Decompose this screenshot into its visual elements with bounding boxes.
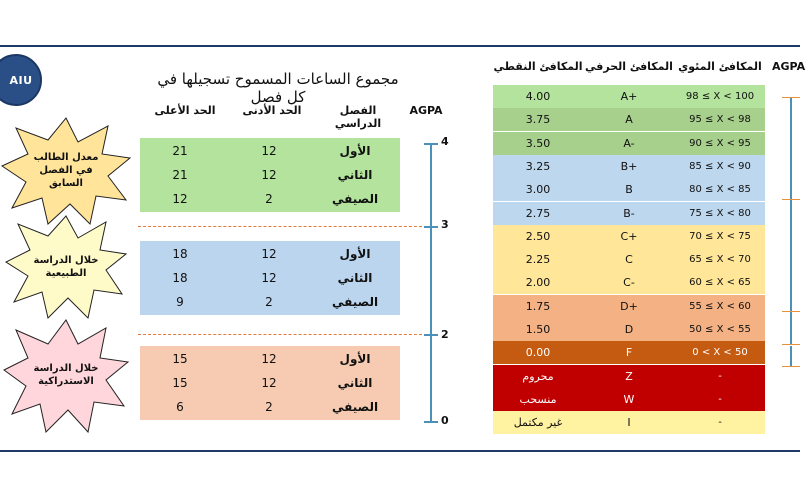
grade-letter: B xyxy=(625,183,633,197)
grade-letter: W xyxy=(623,392,635,406)
grade-row xyxy=(493,85,765,108)
grade-letter: A xyxy=(625,113,633,127)
agpa-scale-tick xyxy=(424,226,438,228)
grade-percent: 60 ≤ X < 65 xyxy=(689,277,751,289)
grade-points: 3.50 xyxy=(525,136,551,150)
semester-name: الأول xyxy=(339,247,371,261)
grade-row xyxy=(493,225,765,248)
semester-name: الصيفي xyxy=(331,295,379,309)
min-hours: 12 xyxy=(261,168,277,182)
university-logo xyxy=(0,54,42,106)
grade-letter: C+ xyxy=(620,229,638,243)
header-agpa-right: AGPA xyxy=(772,60,806,73)
header-points: المكافئ النقطي xyxy=(493,60,583,73)
hours-row xyxy=(140,139,400,163)
callout-line: خلال الدراسة xyxy=(33,255,99,266)
grade-points: 0.00 xyxy=(525,346,551,360)
callout-line: في الفصل xyxy=(39,165,93,176)
grade-letter: D+ xyxy=(620,299,638,313)
grade-percent: 50 ≤ X < 55 xyxy=(689,324,751,335)
header-percent: المكافئ المئوي xyxy=(678,60,762,73)
grade-row xyxy=(493,341,765,364)
callout-line: السابق xyxy=(49,178,83,189)
hours-row xyxy=(140,347,400,371)
grade-percent: 80 ≤ X < 85 xyxy=(689,184,751,196)
grade-percent: 75 ≤ X < 80 xyxy=(689,207,751,219)
semester-name: الثاني xyxy=(337,168,373,182)
semester-name: الصيفي xyxy=(331,192,379,206)
grade-points: 2.00 xyxy=(525,276,551,290)
header-semester: الفصل الدراسي xyxy=(334,104,382,130)
grade-points: 4.00 xyxy=(525,90,551,103)
agpa-label-4: 4 xyxy=(441,135,449,148)
grade-points: غير مكتمل xyxy=(513,416,563,430)
grade-row xyxy=(493,388,765,411)
hours-row xyxy=(140,266,400,290)
callout-line: معدل الطالب xyxy=(33,152,99,163)
logo-text: AIU xyxy=(9,73,33,87)
callout-line: خلال الدراسة xyxy=(33,363,99,374)
right-scale-tick xyxy=(782,344,800,345)
grade-points: منسحب xyxy=(519,392,557,406)
grade-points: 2.50 xyxy=(525,229,551,243)
min-hours: 12 xyxy=(261,352,277,366)
max-hours: 18 xyxy=(172,271,188,285)
divider-gpa-2 xyxy=(138,334,432,335)
grade-points: 2.75 xyxy=(525,206,551,220)
grade-row xyxy=(493,108,765,131)
max-hours: 9 xyxy=(176,295,184,309)
grade-percent: - xyxy=(718,393,722,405)
grade-points: 3.25 xyxy=(525,159,551,173)
grade-percent: 95 ≤ X < 98 xyxy=(689,114,751,126)
min-hours: 12 xyxy=(261,144,277,158)
grade-points: 1.75 xyxy=(525,299,551,313)
grade-row xyxy=(493,271,765,294)
top-border-line xyxy=(0,45,800,47)
callout-normal-study xyxy=(4,214,128,320)
bottom-border-line xyxy=(0,450,800,452)
grade-percent: 55 ≤ X < 60 xyxy=(689,300,751,312)
grade-letter: A- xyxy=(623,136,635,150)
header-agpa: AGPA xyxy=(409,104,443,117)
agpa-scale-tick xyxy=(424,421,438,423)
semester-name: الأول xyxy=(339,352,371,366)
hours-row xyxy=(140,290,400,314)
semester-name: الثاني xyxy=(337,376,373,390)
grade-points: 3.75 xyxy=(525,113,551,127)
grade-percent: 70 ≤ X < 75 xyxy=(689,230,751,242)
max-hours: 6 xyxy=(176,400,184,414)
right-scale-tick xyxy=(782,366,800,367)
grade-row xyxy=(493,318,765,341)
right-scale-axis-lower xyxy=(790,346,792,366)
grade-letter: F xyxy=(625,346,633,360)
hours-row xyxy=(140,242,400,266)
grade-percent: 0 < X < 50 xyxy=(692,347,748,359)
grade-percent: - xyxy=(718,370,722,382)
hours-row xyxy=(140,187,400,211)
grade-letter: A+ xyxy=(620,90,638,103)
grade-letter: Z xyxy=(625,369,633,383)
grade-percent: 85 ≤ X < 90 xyxy=(689,160,751,172)
grade-points: 2.25 xyxy=(525,253,551,267)
grade-row xyxy=(493,155,765,178)
semester-name: الثاني xyxy=(337,271,373,285)
grade-letter: B+ xyxy=(620,159,638,173)
semester-name: الأول xyxy=(339,144,371,158)
grade-letter: C xyxy=(625,253,633,267)
grade-letter: C- xyxy=(623,276,635,290)
semester-name: الصيفي xyxy=(331,400,379,414)
divider-gpa-3 xyxy=(138,226,432,227)
hours-row xyxy=(140,395,400,419)
grade-letter: B- xyxy=(623,206,635,220)
grade-letter: D xyxy=(624,323,634,336)
grade-row xyxy=(493,365,765,388)
hours-section-title: مجموع الساعات المسموح تسجيلها في كل فصل xyxy=(157,70,399,106)
grade-row xyxy=(493,411,765,434)
grade-row xyxy=(493,178,765,201)
grade-row xyxy=(493,132,765,155)
right-scale-tick xyxy=(782,97,800,98)
max-hours: 18 xyxy=(172,247,188,261)
hours-row xyxy=(140,163,400,187)
callout-line: الاستدراكية xyxy=(38,376,94,387)
right-scale-tick xyxy=(782,311,800,312)
grade-percent: - xyxy=(718,417,722,429)
min-hours: 2 xyxy=(265,192,273,206)
min-hours: 12 xyxy=(261,376,277,390)
max-hours: 21 xyxy=(172,168,188,182)
callout-remedial-study xyxy=(2,318,130,436)
grade-points: 1.50 xyxy=(525,323,551,336)
hours-row xyxy=(140,371,400,395)
grade-row xyxy=(493,202,765,225)
callout-previous-gpa xyxy=(0,116,132,228)
grade-letter: I xyxy=(627,416,631,430)
max-hours: 21 xyxy=(172,144,188,158)
grade-points: 3.00 xyxy=(525,183,551,197)
grade-percent: 65 ≤ X < 70 xyxy=(689,254,751,266)
max-hours: 12 xyxy=(172,192,188,206)
grade-row xyxy=(493,248,765,271)
header-letter: المكافئ الحرفي xyxy=(585,60,673,73)
right-scale-tick xyxy=(782,199,800,200)
agpa-scale-axis xyxy=(430,143,432,422)
min-hours: 2 xyxy=(265,400,273,414)
min-hours: 2 xyxy=(265,295,273,309)
min-hours: 12 xyxy=(261,271,277,285)
agpa-label-3: 3 xyxy=(441,218,449,231)
header-max: الحد الأعلى xyxy=(154,104,216,117)
grade-points: محروم xyxy=(522,369,554,383)
agpa-scale-tick xyxy=(424,334,438,336)
min-hours: 12 xyxy=(261,247,277,261)
right-scale-axis xyxy=(790,97,792,344)
grade-percent: 98 ≤ X < 100 xyxy=(685,91,755,102)
callout-line: الطبيعية xyxy=(45,268,87,279)
header-min: الحد الأدنى xyxy=(242,104,302,117)
agpa-scale-tick xyxy=(424,143,438,145)
max-hours: 15 xyxy=(172,352,188,366)
agpa-label-2: 2 xyxy=(441,328,449,341)
grade-row xyxy=(493,295,765,318)
grade-percent: 90 ≤ X < 95 xyxy=(689,137,751,149)
agpa-label-0: 0 xyxy=(441,414,449,427)
max-hours: 15 xyxy=(172,376,188,390)
